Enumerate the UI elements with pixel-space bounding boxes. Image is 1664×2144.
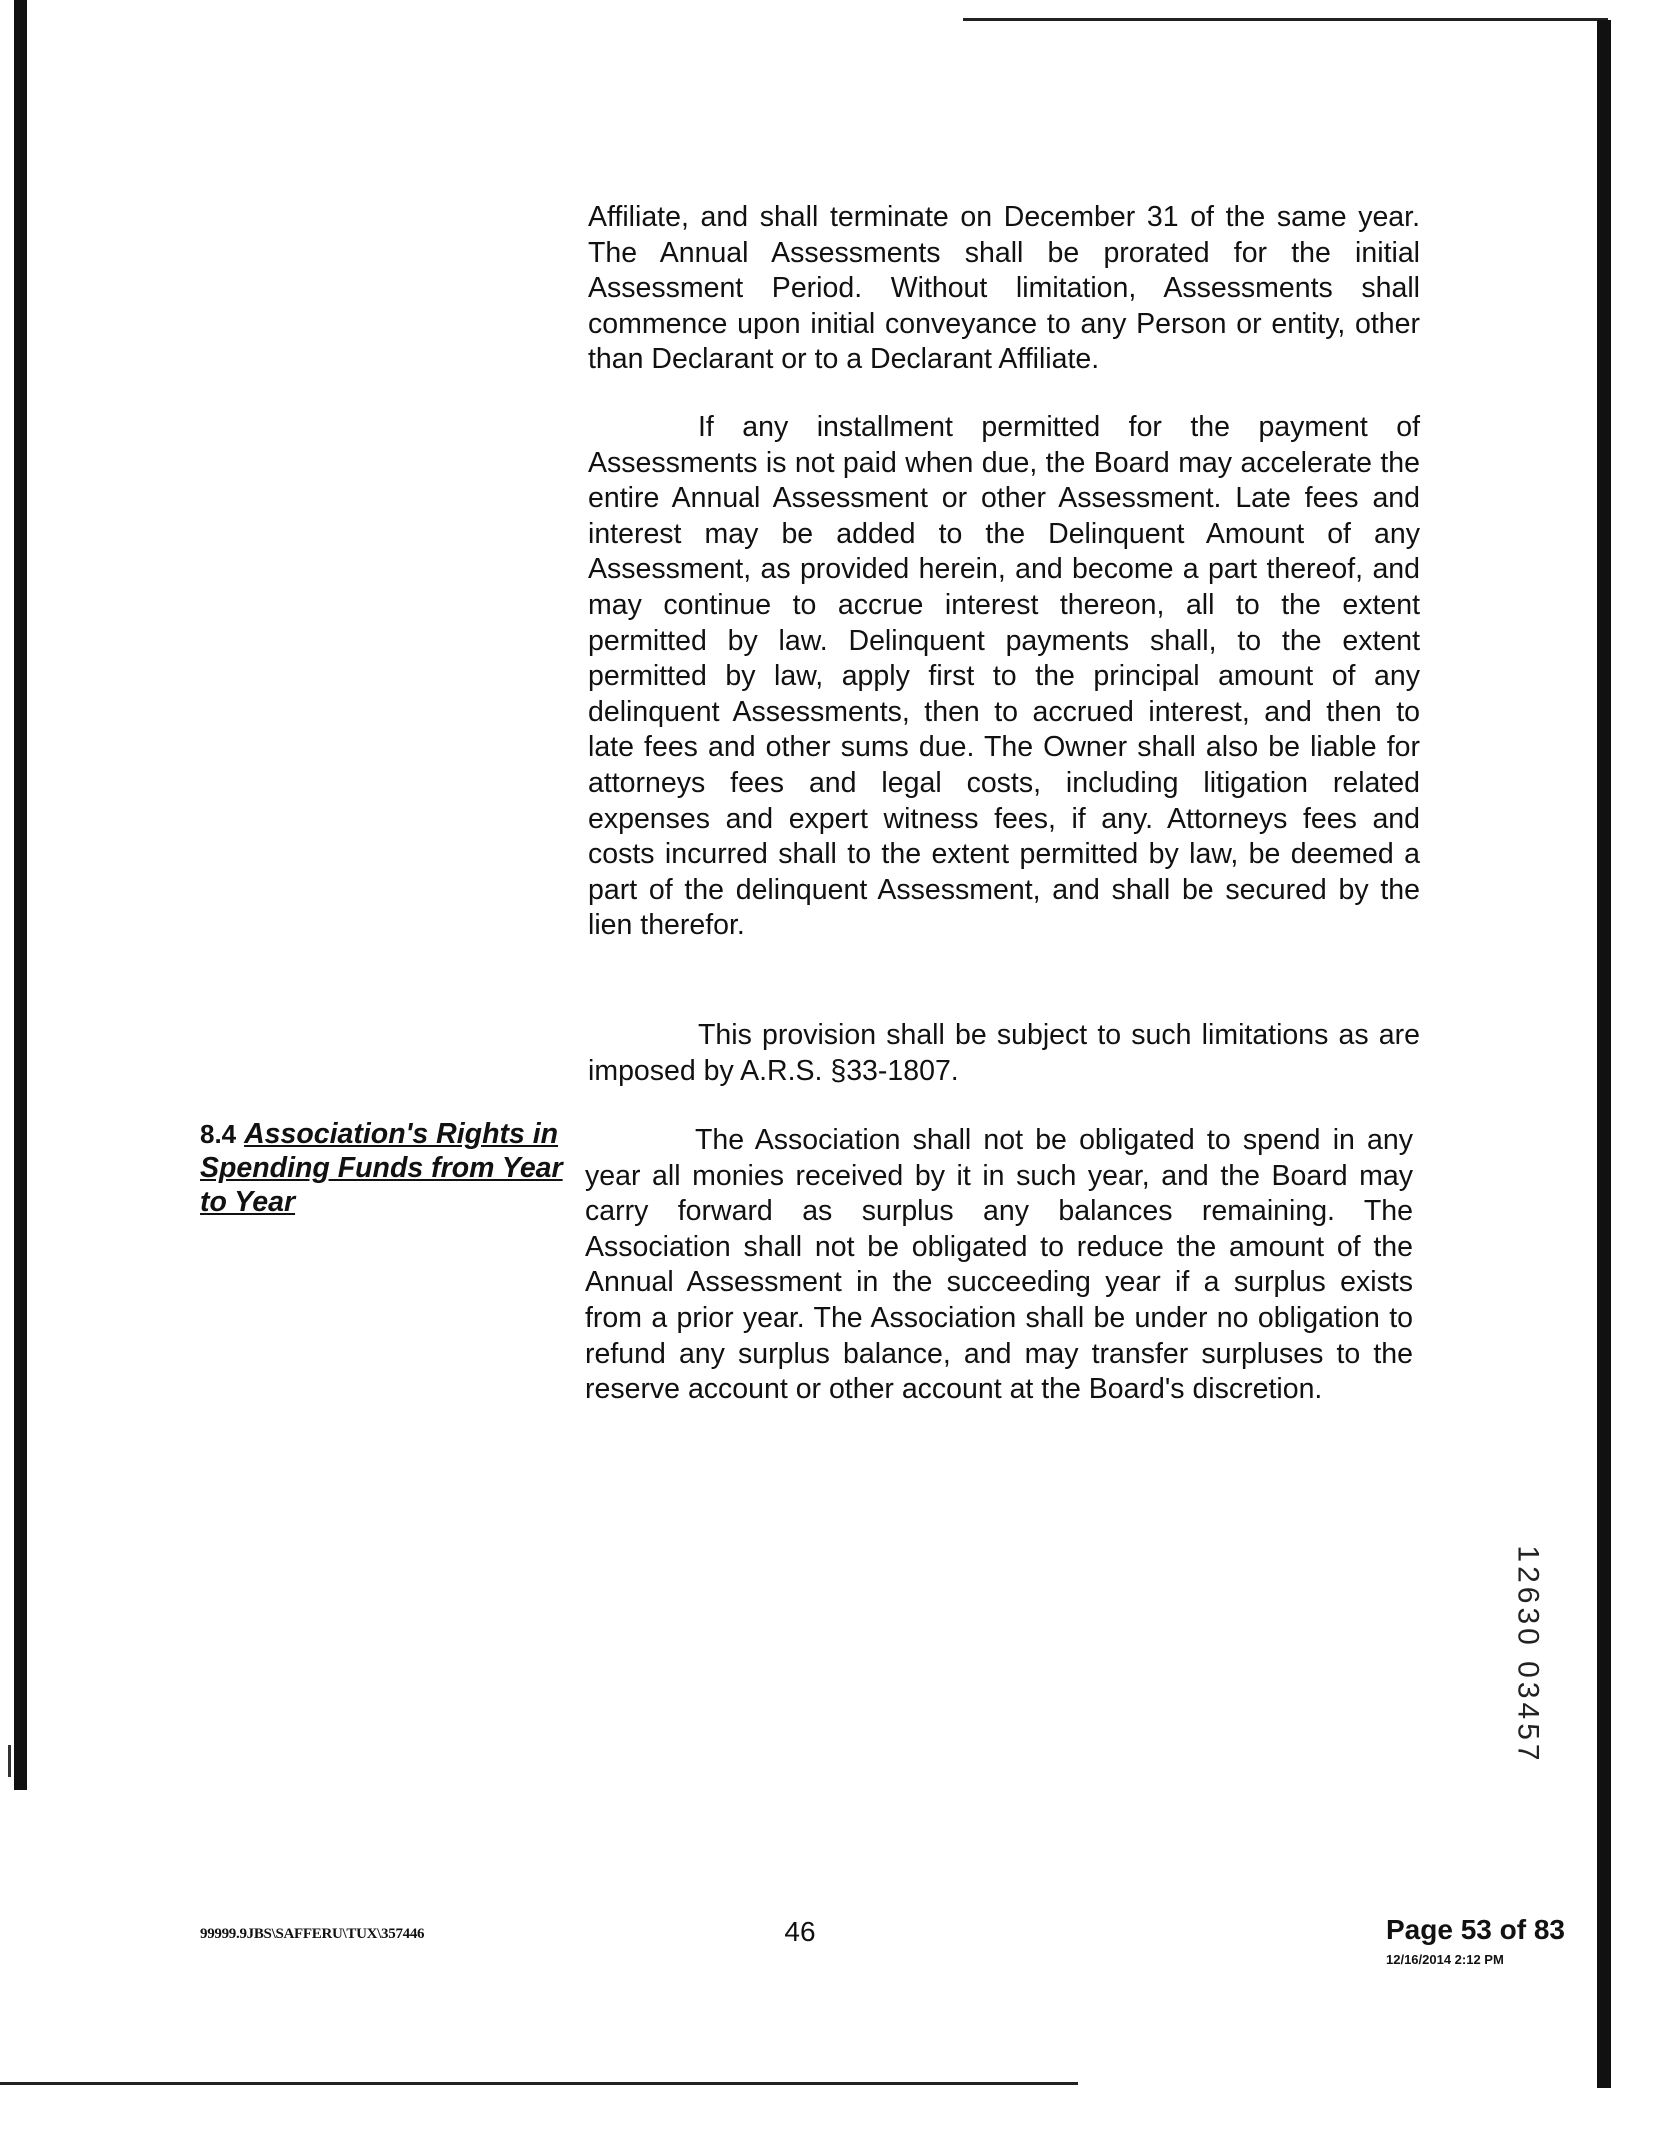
footer-timestamp: 12/16/2014 2:12 PM — [1386, 1952, 1504, 1967]
footer-document-reference: 99999.9JBS\SAFFERU\TUX\357446 — [200, 1926, 425, 1942]
scan-edge-left — [14, 0, 27, 1790]
section-title: Association's Rights in Spending Funds from Year to Year — [200, 1118, 563, 1218]
section-8-4-text: The Association shall not be obligated to spend in any year all monies received by it in such year, and the Board may carry forward as surplus any balances remaining. The Association shall not be obligated to reduce the amount of the Annual Assessment in the succeeding year if a surplus exists from a prior year. The Association shall be under no obligation to refund any surplus balance, and may transfer surpluses to the reserve account or other account at the Board's discretion. — [585, 1124, 1413, 1406]
scan-line-bottom — [0, 2082, 1078, 2085]
section-number: 8.4 — [200, 1119, 237, 1149]
scan-mark-left — [8, 1745, 11, 1777]
section-heading-8-4 — [200, 1117, 570, 1219]
recording-number-text: 12630 03457 — [1512, 1545, 1545, 1765]
scan-line-top — [963, 18, 1608, 21]
footer-page-of: Page 53 of 83 — [1386, 1914, 1565, 1945]
footer-page-number: 46 — [784, 1916, 816, 1947]
recording-number-stamp — [1498, 1525, 1558, 1785]
paragraph-limitations: This provision shall be subject to such limitations as are imposed by A.R.S. §33-1807. — [588, 1019, 1420, 1087]
scan-edge-right — [1597, 20, 1611, 2088]
paragraph-installments: If any installment permitted for the payment of Assessments is not paid when due, the Board may accelerate the entire Annual Assessment or other Assessment. Late fees and interest may be added to the Delinquent Amount of any Assessment, as provided herein, and become a part thereof, and may continue to accrue interest thereon, all to the extent permitted by law. Delinquent payments shall, to the extent permitted by law, apply first to the principal amount of any delinquent Assessments, then to accrued interest, and then to late fees and other sums due. The Owner shall also be liable for attorneys fees and legal costs, including litigation related expenses and expert witness fees, if any. Attorneys fees and costs incurred shall to the extent permitted by law, be deemed a part of the delinquent Assessment, and shall be secured by the lien therefor. — [588, 411, 1420, 942]
paragraph-assessment-period: Affiliate, and shall terminate on December 31 of the same year. The Annual Assessments shall be prorated for the initial Assessment Period. Without limitation, Assessments shall commence upon initial conveyance to any Person or entity, other than Declarant or to a Declarant Affiliate. — [588, 201, 1420, 376]
